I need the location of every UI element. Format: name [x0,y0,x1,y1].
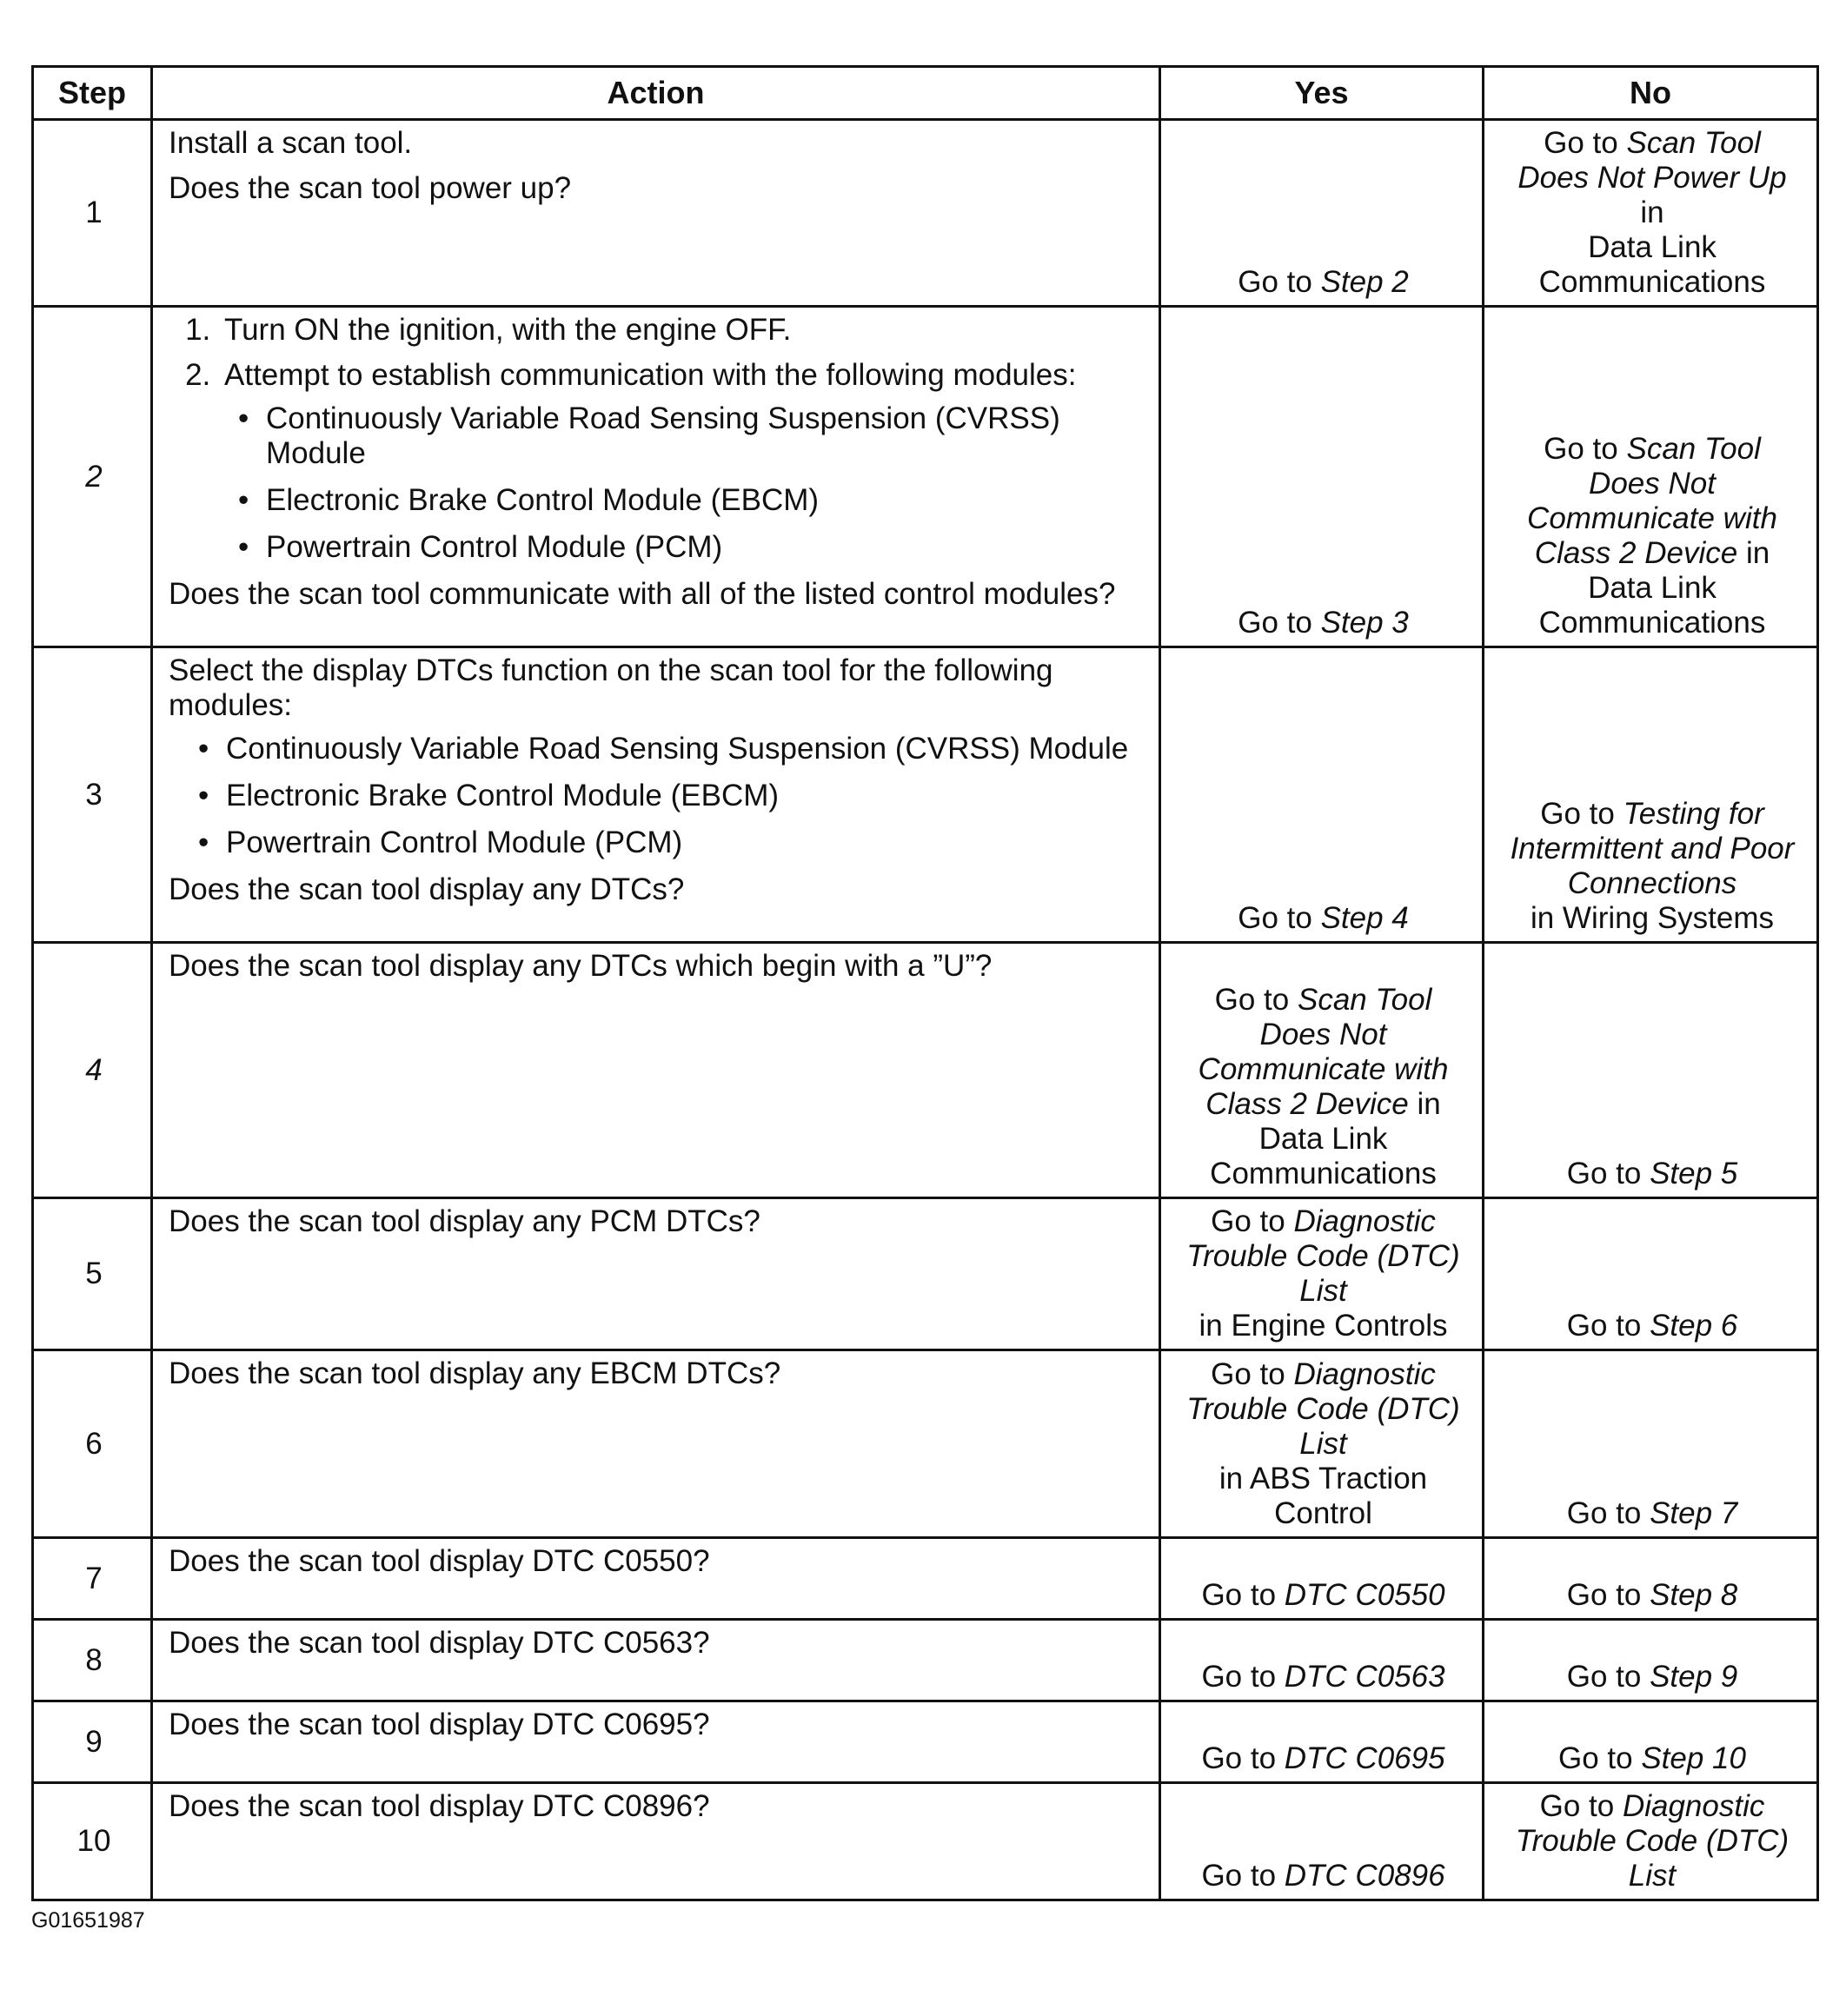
module-item: • Continuously Variable Road Sensing Suspension (CVRSS) Module [266,401,1146,471]
no-cell [1484,943,1818,1198]
no-link[interactable]: Step 9 [1650,1660,1738,1694]
figure-id: G01651987 [31,1908,145,1933]
no-cell [1484,307,1818,647]
no-link[interactable]: Diagnostic [1622,1789,1765,1823]
yes-text: in Engine Controls [1199,1309,1448,1343]
yes-link[interactable]: Step 3 [1320,606,1409,640]
action-question: Does the scan tool display any PCM DTCs? [169,1204,760,1238]
no-cell [1484,120,1818,307]
no-cell [1484,1198,1818,1350]
yes-link[interactable]: DTC C0896 [1284,1859,1445,1893]
module-item: • Electronic Brake Control Module (EBCM) [226,779,1146,813]
no-text: Communications [1538,606,1766,640]
no-text: Data Link [1588,571,1717,605]
no-text: in [1737,536,1770,570]
action-cell [152,1538,1160,1620]
yes-link[interactable]: Diagnostic [1293,1357,1436,1391]
action-text: Select the display DTCs function on the scan tool for the following modules: [169,653,1053,722]
module-item: • Powertrain Control Module (PCM) [226,826,1146,860]
no-cell [1484,647,1818,943]
yes-cell [1160,1538,1484,1620]
no-link[interactable]: Step 10 [1641,1741,1746,1775]
no-link[interactable]: Step 5 [1650,1157,1738,1190]
no-text: Go to [1558,1741,1642,1775]
header-no: No [1484,67,1818,120]
action-step-text: Attempt to establish communication with the following modules: [224,358,1077,392]
header-step: Step [33,67,152,120]
step-number: 3 [33,647,152,943]
no-link[interactable]: Scan Tool [1626,432,1761,466]
no-text: Go to [1566,1309,1650,1343]
yes-link-cont[interactable]: Trouble Code (DTC) [1186,1239,1460,1273]
step-number: 1 [33,120,152,307]
yes-text: in ABS Traction [1218,1462,1428,1495]
action-cell [152,1350,1160,1538]
yes-text: in [1408,1087,1441,1121]
header-row [33,67,1818,120]
action-cell [152,943,1160,1198]
no-link[interactable]: Step 8 [1650,1578,1738,1612]
yes-link[interactable]: Step 4 [1320,901,1409,935]
yes-text: Data Link [1258,1122,1388,1156]
no-link-cont[interactable]: Communicate with [1527,501,1777,535]
no-text: Go to [1566,1660,1650,1694]
action-cell [152,1198,1160,1350]
yes-cell [1160,1701,1484,1783]
no-cell [1484,1701,1818,1783]
no-text: Go to [1544,432,1627,466]
no-cell [1484,1620,1818,1701]
no-cell [1484,1783,1818,1900]
action-question: Does the scan tool display DTC C0896? [169,1789,710,1823]
step-number: 7 [33,1538,152,1620]
action-steps [169,313,1146,565]
yes-text: Communications [1210,1157,1437,1190]
yes-cell [1160,1350,1484,1538]
yes-link[interactable]: Diagnostic [1293,1204,1436,1238]
action-question: Does the scan tool power up? [169,171,572,205]
yes-text: Go to [1214,983,1298,1017]
table-row [33,120,1818,307]
yes-cell [1160,943,1484,1198]
yes-cell [1160,307,1484,647]
yes-cell [1160,1620,1484,1701]
step-number: 9 [33,1701,152,1783]
action-cell [152,1701,1160,1783]
no-text: Go to [1566,1157,1650,1190]
header-yes: Yes [1160,67,1484,120]
yes-link[interactable]: Step 2 [1320,265,1409,299]
table-row [33,1350,1818,1538]
action-question: Does the scan tool display any DTCs? [169,872,685,906]
yes-text: Go to [1201,1578,1285,1612]
yes-text: Go to [1238,901,1321,935]
no-link-cont[interactable]: Intermittent and Poor [1510,832,1795,865]
yes-link-cont[interactable]: List [1299,1274,1347,1308]
module-item: • Powertrain Control Module (PCM) [266,530,1146,565]
no-cell [1484,1350,1818,1538]
yes-text: Go to [1211,1204,1294,1238]
action-cell [152,647,1160,943]
no-text: in [1640,196,1664,229]
yes-link[interactable]: Scan Tool [1297,983,1432,1017]
no-cell [1484,1538,1818,1620]
no-link[interactable]: Step 7 [1650,1496,1738,1530]
action-text: Install a scan tool. [169,126,413,160]
no-link-cont[interactable]: Does Not [1589,467,1716,501]
module-item: • Continuously Variable Road Sensing Suspension (CVRSS) Module [226,732,1146,766]
yes-text: Control [1274,1496,1372,1530]
no-link-cont[interactable]: Trouble Code (DTC) [1515,1824,1790,1858]
table-row [33,943,1818,1198]
table-row [33,1701,1818,1783]
action-question: Does the scan tool display DTC C0550? [169,1544,710,1578]
yes-link[interactable]: DTC C0563 [1284,1660,1445,1694]
action-question: Does the scan tool communicate with all of the listed control modules? [169,577,1116,611]
table-row [33,307,1818,647]
no-text: Go to [1540,797,1624,831]
step-number: 6 [33,1350,152,1538]
no-text: Data Link [1588,230,1717,264]
no-text: Go to [1539,1789,1623,1823]
step-number: 4 [33,943,152,1198]
yes-cell [1160,647,1484,943]
module-list [169,732,1146,860]
module-list [224,401,1146,565]
no-link[interactable]: Step 6 [1650,1309,1738,1343]
yes-cell [1160,1198,1484,1350]
module-item: • Electronic Brake Control Module (EBCM) [266,483,1146,518]
yes-link-cont[interactable]: Class 2 Device [1205,1087,1409,1121]
action-cell [152,1620,1160,1701]
yes-link[interactable]: DTC C0695 [1284,1741,1445,1775]
yes-text: Go to [1201,1741,1285,1775]
table-row [33,1538,1818,1620]
table-row [33,647,1818,943]
no-link-cont[interactable]: List [1628,1859,1677,1893]
yes-link-cont[interactable]: Trouble Code (DTC) [1186,1392,1460,1426]
no-link-cont[interactable]: Connections [1567,866,1737,900]
yes-text: Go to [1211,1357,1294,1391]
table-row [33,1620,1818,1701]
yes-link[interactable]: DTC C0550 [1284,1578,1445,1612]
action-step-item: 1. Turn ON the ignition, with the engine OFF. [219,313,1146,348]
yes-link-cont[interactable]: Communicate with [1198,1052,1449,1086]
table-row [33,1198,1818,1350]
yes-text: Go to [1238,265,1321,299]
yes-text: Go to [1201,1859,1285,1893]
no-text: Go to [1566,1578,1650,1612]
action-cell [152,120,1160,307]
action-question: Does the scan tool display DTC C0563? [169,1626,710,1660]
action-question: Does the scan tool display any DTCs which begin with a ”U”? [169,949,993,983]
step-number: 5 [33,1198,152,1350]
no-link[interactable]: Scan Tool [1626,126,1761,160]
action-question: Does the scan tool display any EBCM DTCs? [169,1356,781,1390]
yes-cell [1160,120,1484,307]
no-link-cont[interactable]: Does Not Power Up [1517,161,1787,195]
no-text: Communications [1538,265,1766,299]
header-action: Action [152,67,1160,120]
action-question: Does the scan tool display DTC C0695? [169,1708,710,1741]
step-number: 8 [33,1620,152,1701]
action-cell [152,307,1160,647]
yes-link-cont[interactable]: List [1299,1427,1347,1461]
step-number: 2 [33,307,152,647]
table-row [33,1783,1818,1900]
yes-text: Go to [1238,606,1321,640]
no-text: Go to [1544,126,1627,160]
action-step-item [219,358,1146,565]
no-text: in Wiring Systems [1530,901,1775,935]
yes-text: Go to [1201,1660,1285,1694]
no-link[interactable]: Testing for [1623,797,1764,831]
yes-cell [1160,1783,1484,1900]
step-number: 10 [33,1783,152,1900]
no-text: Go to [1566,1496,1650,1530]
yes-link-cont[interactable]: Does Not [1259,1018,1387,1051]
action-cell [152,1783,1160,1900]
diagnostic-table [31,65,1819,1901]
no-link-cont[interactable]: Class 2 Device [1534,536,1738,570]
